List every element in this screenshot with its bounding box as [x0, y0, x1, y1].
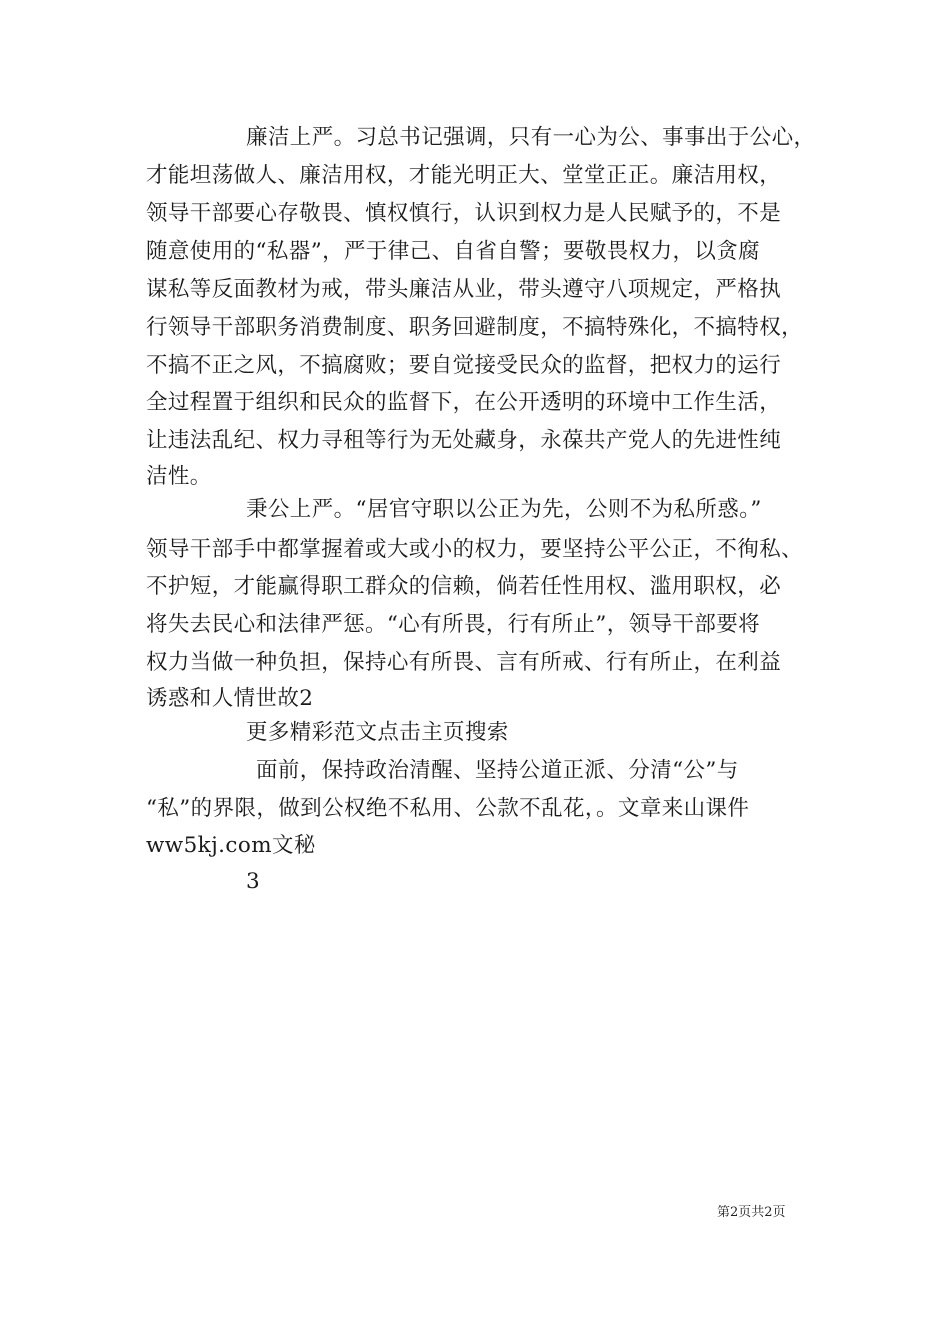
paragraph-3-line-1: 面前，保持政治清醒、坚持公道正派、分清“公”与	[256, 758, 739, 783]
paragraph-2-line-5: 权力当做一种负担，保持心有所畏、言有所戒、行有所止，在利益	[146, 650, 782, 675]
paragraph-1-line-8: 全过程置于组织和民众的监督下，在公开透明的环境中工作生活，	[146, 390, 782, 415]
page-footer: 第2页共2页	[717, 1205, 786, 1220]
paragraph-2-line-6: 诱惑和人情世故2	[146, 686, 314, 711]
paragraph-2-line-2: 领导干部手中都掌握着或大或小的权力，要坚持公平公正，不徇私、	[146, 537, 804, 562]
paragraph-1-line-1: 廉洁上严。习总书记强调，只有一心为公、事事出于公心，	[246, 125, 816, 150]
paragraph-1-line-3: 领导干部要心存敬畏、慎权慎行，认识到权力是人民赋予的，不是	[146, 201, 782, 226]
paragraph-1-line-2: 才能坦荡做人、廉洁用权，才能光明正大、堂堂正正。廉洁用权，	[146, 163, 782, 188]
paragraph-3-line-3: ww5kj.com文秘	[146, 833, 316, 858]
paragraph-1-line-10: 洁性。	[146, 464, 212, 489]
promo-line: 更多精彩范文点击主页搜索	[246, 720, 509, 745]
paragraph-1-line-6: 行领导干部职务消费制度、职务回避制度，不搞特殊化，不搞特权，	[146, 315, 804, 340]
paragraph-1-line-9: 让违法乱纪、权力寻租等行为无处藏身，永葆共产党人的先进性纯	[146, 428, 782, 453]
paragraph-3-line-2: “私”的界限，做到公权绝不私用、公款不乱花，。文章来山课件	[146, 796, 750, 821]
paragraph-1-line-5: 谋私等反面教材为戒，带头廉洁从业，带头遵守八项规定，严格执	[146, 277, 782, 302]
paragraph-1-line-4: 随意使用的“私器”，严于律己、自省自警；要敬畏权力，以贪腐	[146, 239, 761, 264]
paragraph-2-line-1: 秉公上严。“居官守职以公正为先，公则不为私所惑。”	[246, 497, 762, 522]
page-number-marker: 3	[246, 869, 261, 894]
paragraph-1-line-7: 不搞不正之风，不搞腐败；要自觉接受民众的监督，把权力的运行	[146, 353, 782, 378]
paragraph-2-line-4: 将失去民心和法律严惩。“心有所畏，行有所止”，领导干部要将	[146, 612, 761, 637]
paragraph-2-line-3: 不护短，才能赢得职工群众的信赖，倘若任性用权、滥用职权，必	[146, 574, 782, 599]
